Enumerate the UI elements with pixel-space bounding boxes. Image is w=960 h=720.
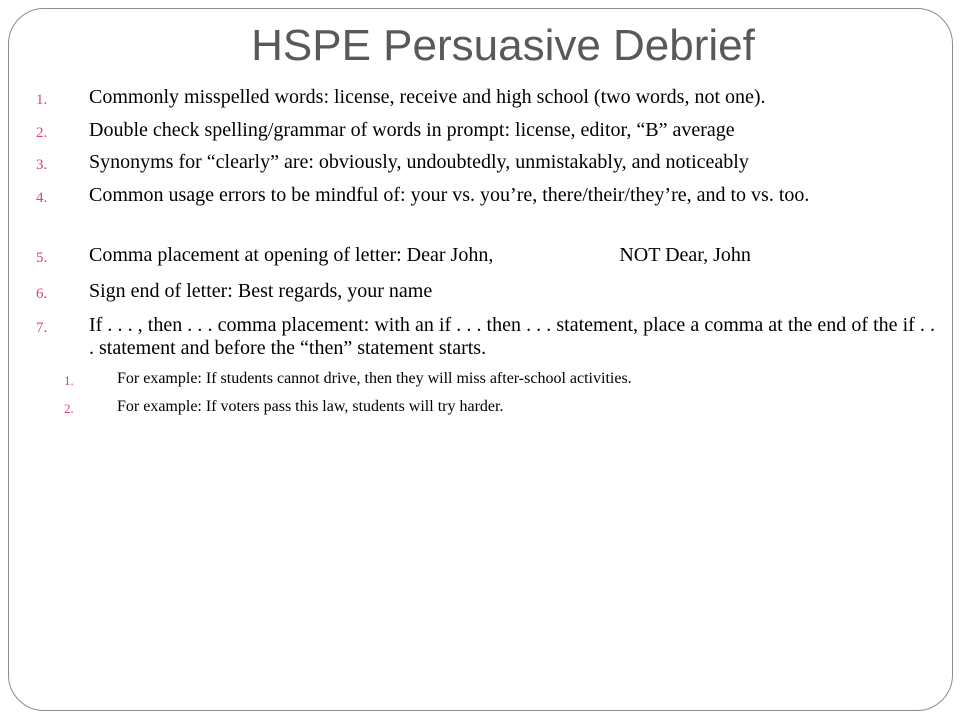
slide-title: HSPE Persuasive Debrief — [251, 21, 755, 70]
list-number: 6. — [36, 286, 48, 302]
list-number: 2. — [36, 125, 48, 141]
list-text: Synonyms for “clearly” are: obviously, undoubtedly, unmistakably, and noticeably — [89, 151, 749, 173]
list-number: 5. — [36, 250, 48, 266]
list-text: Common usage errors to be mindful of: your vs. you’re, there/their/they’re, and to vs. too. — [89, 184, 810, 206]
list-text: For example: If students cannot drive, then they will miss after-school activities. — [117, 370, 632, 387]
list-text-part-a: Comma placement at opening of letter: Dear John, — [89, 244, 494, 266]
list-number: 1. — [64, 373, 74, 388]
list-text — [89, 244, 939, 267]
list-text: Sign end of letter: Best regards, your name — [89, 280, 433, 302]
list-number: 4. — [36, 190, 48, 206]
list-number: 3. — [36, 157, 48, 173]
list-number: 1. — [36, 92, 48, 108]
list-text: If . . . , then . . . comma placement: with an if . . . then . . . statement, place a comma at the end of the if . . . statement and before the “then” statement starts. — [89, 314, 935, 359]
list-text-part-b: NOT Dear, John — [619, 244, 751, 266]
list-text: For example: If voters pass this law, students will try harder. — [117, 398, 504, 415]
list-text: Double check spelling/grammar of words in prompt: license, editor, “B” average — [89, 119, 735, 141]
list-number: 7. — [36, 320, 48, 336]
list-text: Commonly misspelled words: license, receive and high school (two words, not one). — [89, 86, 766, 108]
list-number: 2. — [64, 401, 74, 416]
